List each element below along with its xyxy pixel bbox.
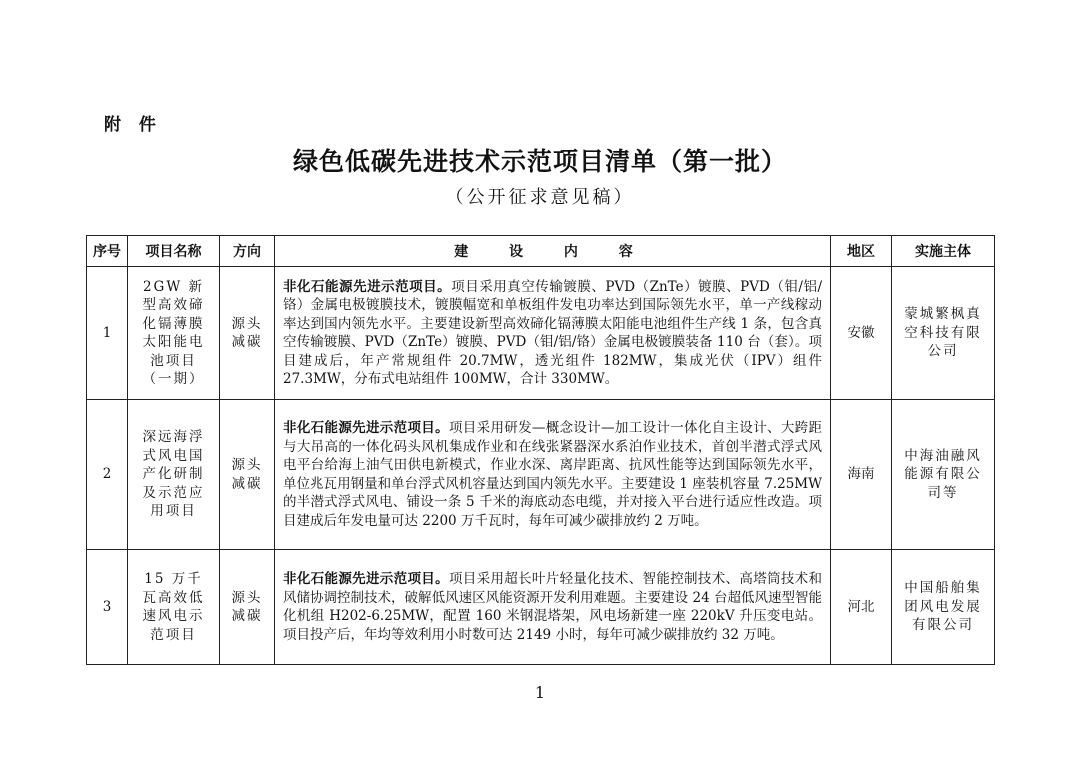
page-number: 1 [534, 683, 546, 702]
row-direction: 源头减碳 [220, 400, 275, 550]
row-no: 2 [87, 400, 128, 550]
table-row [87, 550, 995, 665]
table-row [87, 400, 995, 550]
row-entity: 中国船舶集团风电发展有限公司 [892, 550, 995, 665]
row-no: 1 [87, 267, 128, 400]
header-no: 序号 [87, 236, 128, 267]
page-title: 绿色低碳先进技术示范项目清单（第一批） [292, 147, 787, 176]
header-name: 项目名称 [128, 236, 220, 267]
row-project-name: 15 万千瓦高效低速风电示范项目 [128, 550, 220, 665]
header-entity: 实施主体 [892, 236, 995, 267]
table-header-row [87, 236, 995, 267]
row-content-lead: 非化石能源先进示范项目。 [283, 420, 449, 436]
row-content-lead: 非化石能源先进示范项目。 [283, 278, 452, 295]
table-row [87, 267, 995, 400]
page-subtitle: （公开征求意见稿） [445, 187, 635, 208]
row-direction: 源头减碳 [220, 550, 275, 665]
row-direction: 源头减碳 [220, 267, 275, 400]
row-content-body: 项目采用真空传输镀膜、PVD（ZnTe）镀膜、PVD（钼/铝/铬）金属电极镀膜技术，镀膜幅宽和单板组件发电功率达到国际领先水平，单一产线稼动率达到国内领先水平。主要建设新型高效碲化镉薄膜太阳能电池组件生产线 1 条，包含真空传输镀膜、PVD（ZnTe）镀膜、PVD（钼/铝/铬）金属电极镀膜装备 110 台（套）。项目建成后，年产常规组件 20.7MW，透光组件 182MW，集成光伏（IPV）组件 27.3MW，分布式电站组件 100MW，合计 330MW。 [283, 278, 823, 387]
row-content-body: 项目采用超长叶片轻量化技术、智能控制技术、高塔筒技术和风储协调控制技术，破解低风速区风能资源开发利用难题。主要建设 24 台超低风速型智能化机组 H202-6.25MW，配置 160 米钢混塔架，风电场新建一座 220kV 升压变电站。项目投产后，年均等效利用小时数可达 2149 小时，每年可减少碳排放约 32 万吨。 [283, 571, 823, 643]
row-entity: 中海油融风能源有限公司等 [892, 400, 995, 550]
row-no: 3 [87, 550, 128, 665]
row-content-body: 项目采用研发—概念设计—加工设计一体化自主设计、大跨距与大吊高的一体化码头风机集成作业和在线张紧器深水系泊作业技术，首创半潜式浮式风电平台给海上油气田供电新模式，作业水深、离岸距离、抗风性能等达到国际领先水平，单位兆瓦用钢量和单台浮式风机容量达到国内领先水平。主要建设 1 座装机容量 7.25MW 的半潜式浮式风电、铺设一条 5 千米的海底动态电缆，并对接入平台进行适应性改造。项目建成后年发电量可达 2200 万千瓦时，每年可减少碳排放约 2 万吨。 [283, 420, 823, 529]
row-region: 安徽 [831, 267, 892, 400]
row-region: 海南 [831, 400, 892, 550]
row-project-name: 深远海浮式风电国产化研制及示范应用项目 [128, 400, 220, 550]
project-table [86, 235, 995, 665]
row-content [275, 267, 831, 400]
header-region: 地区 [831, 236, 892, 267]
row-entity: 蒙城繁枫真空科技有限公司 [892, 267, 995, 400]
row-content [275, 550, 831, 665]
row-region: 河北 [831, 550, 892, 665]
row-content [275, 400, 831, 550]
attachment-label: 附 件 [104, 115, 162, 135]
header-content: 建 设 内 容 [275, 236, 831, 267]
row-content-lead: 非化石能源先进示范项目。 [283, 571, 449, 587]
row-project-name: 2GW 新型高效碲化镉薄膜太阳能电池项目（一期） [128, 267, 220, 400]
header-direction: 方向 [220, 236, 275, 267]
